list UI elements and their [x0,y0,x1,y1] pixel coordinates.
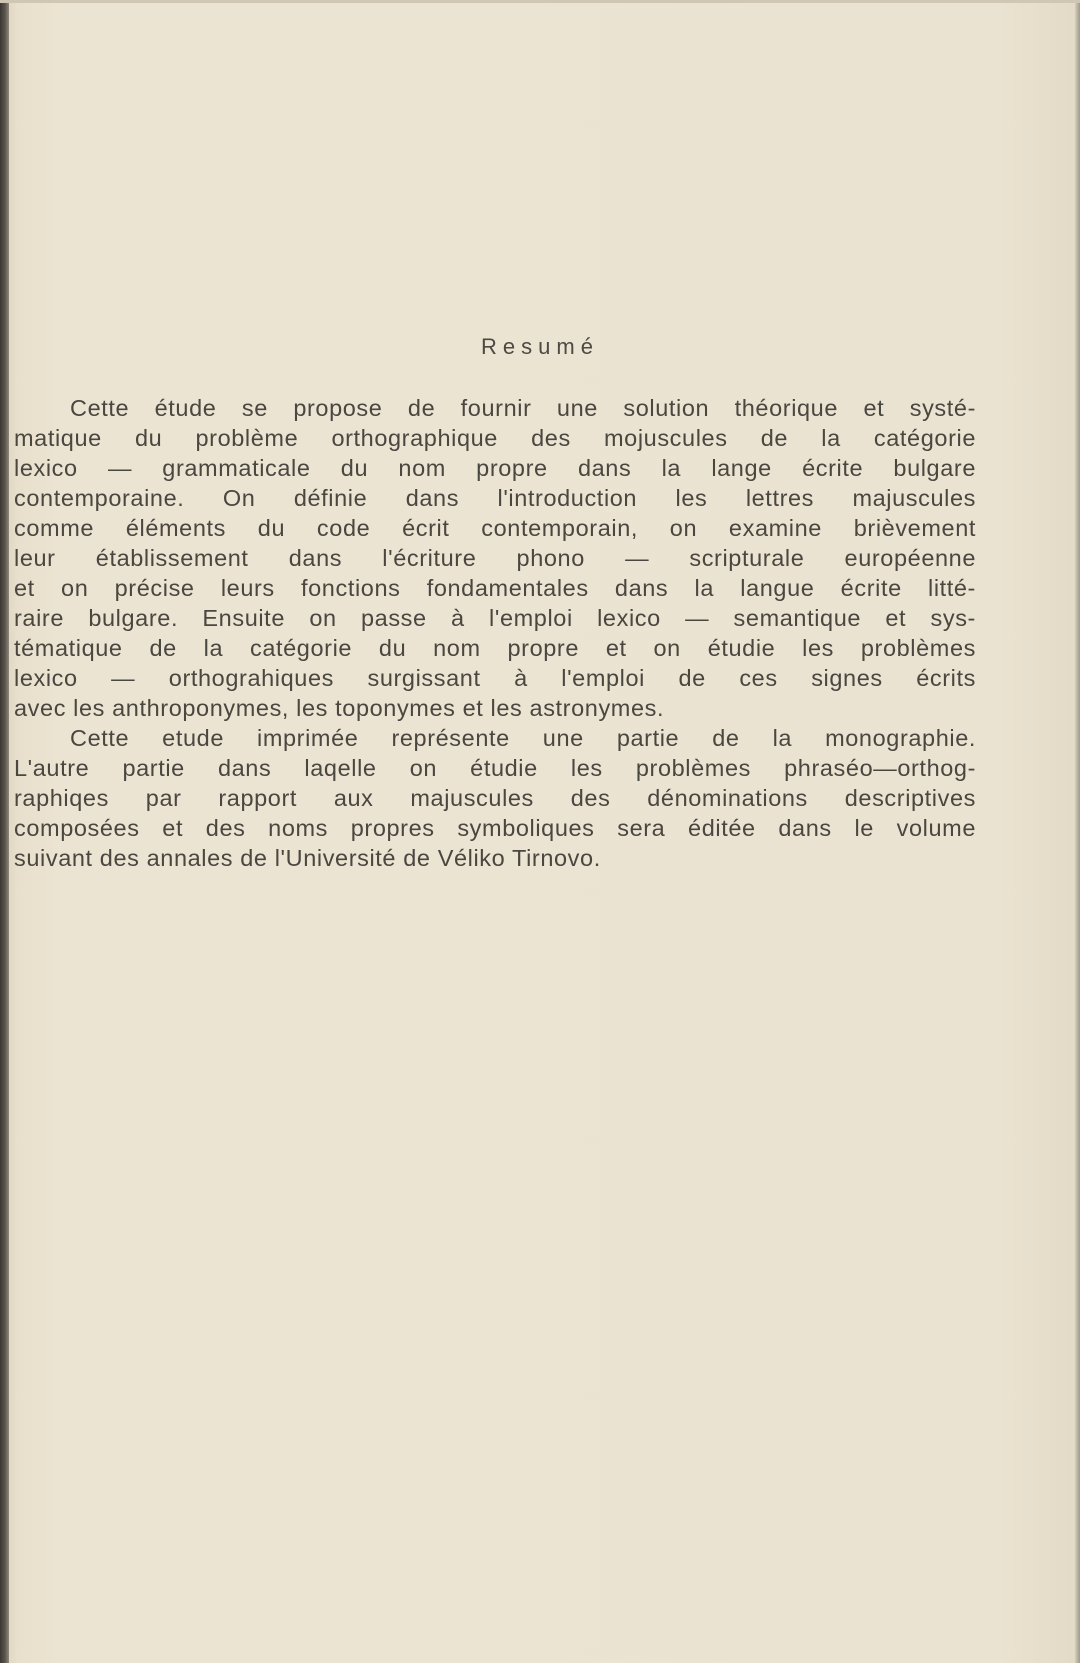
text-line: raphiqes par rapport aux majuscules des dénominations descriptives [14,785,976,811]
text-line: L'autre partie dans laqelle on étudie les problèmes phraséo—orthog- [14,755,976,781]
page-title: Resumé [481,334,599,359]
text-line: raire bulgare. Ensuite on passe à l'emploi lexico — semantique et sys- [14,605,976,631]
text-line: comme éléments du code écrit contemporain, on examine brièvement [14,515,976,541]
text-line: lexico — grammaticale du nom propre dans la lange écrite bulgare [14,455,976,481]
text-line: tématique de la catégorie du nom propre et on étudie les problèmes [14,635,976,661]
book-spine-edge [0,0,9,1663]
page-right-edge [1075,0,1080,1663]
text-line: lexico — orthograhiques surgissant à l'emploi de ces signes écrits [14,665,976,691]
text-line: avec les anthroponymes, les toponymes et les astronymes. [14,695,665,721]
text-line: Cette étude se propose de fournir une solution théorique et systé- [70,395,976,421]
resume-text [14,393,976,873]
text-line: composées et des noms propres symboliques sera éditée dans le volume [14,815,976,841]
page-top-edge [0,0,1080,3]
text-line: suivant des annales de l'Université de Véliko Tirnovo. [14,845,601,871]
text-line: Cette etude imprimée représente une partie de la monographie. [70,725,976,751]
text-line: et on précise leurs fonctions fondamentales dans la langue écrite litté- [14,575,976,601]
text-line: matique du problème orthographique des mojuscules de la catégorie [14,425,976,451]
text-line: leur établissement dans l'écriture phono — scripturale européenne [14,545,976,571]
text-line: contemporaine. On définie dans l'introduction les lettres majuscules [14,485,976,511]
